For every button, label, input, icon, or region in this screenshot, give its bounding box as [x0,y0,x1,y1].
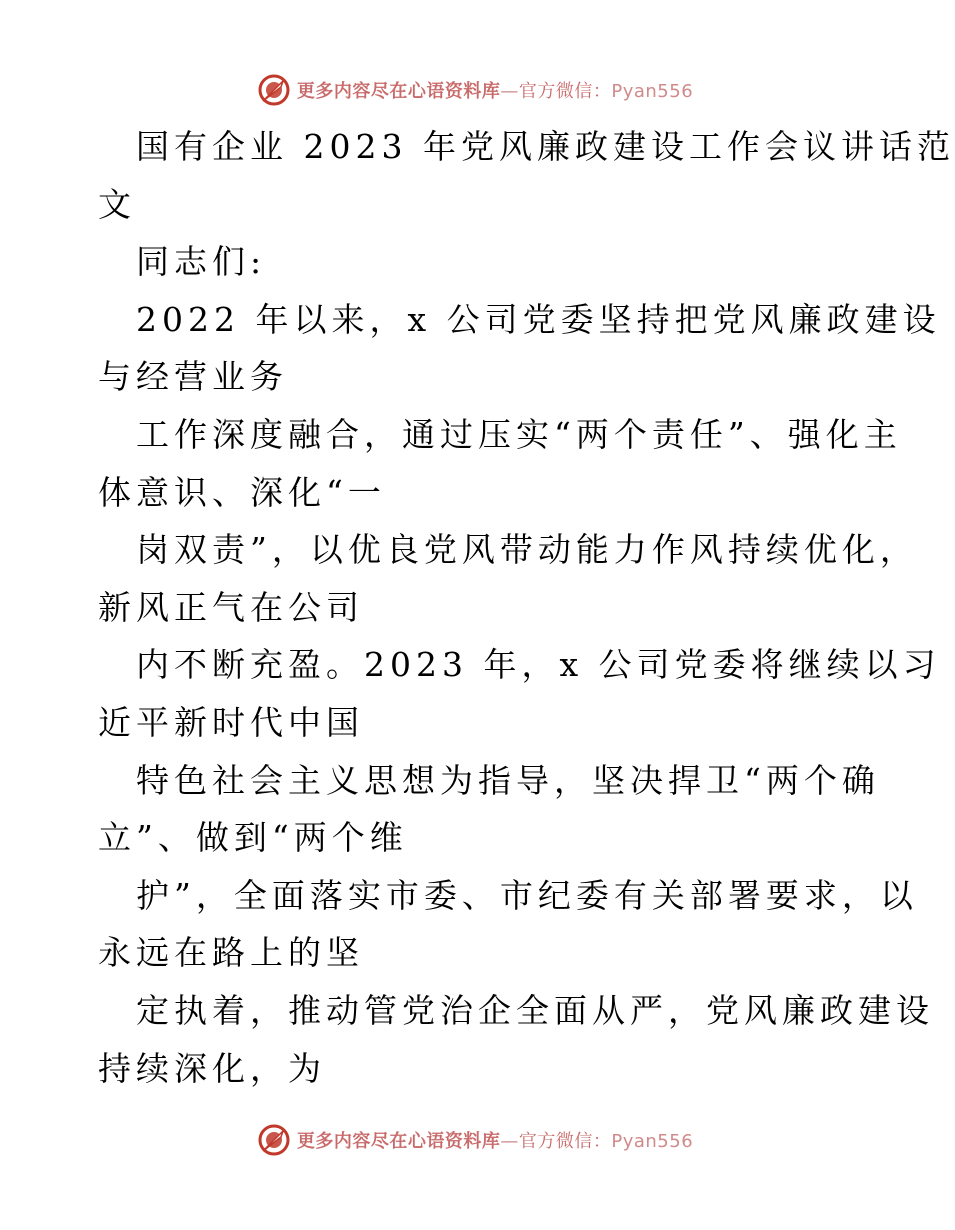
pen-nib-logo-icon [257,73,291,107]
document-line: 岗双责”，以优良党风带动能力作风持续优化， [136,530,918,570]
document-body [98,118,955,1097]
pen-nib-logo-icon [257,1123,291,1157]
document-line: 体意识、深化“一 [98,472,386,512]
document-line: 国有企业 2023 年党风廉政建设工作会议讲话范 [136,127,955,166]
banner-separator: — [500,1131,519,1152]
banner-wechat-label: 官方微信： [518,1131,612,1152]
footer-banner [0,1118,950,1162]
banner-brand: 更多内容尽在心语资料库 [296,81,501,102]
document-line: 内不断充盈。2023 年，x 公司党委将继续以习 [136,645,941,685]
document-line: 同志们: [136,242,267,282]
document-line: 持续深化，为 [98,1048,326,1088]
header-banner-text [297,77,693,103]
document-line: 特色社会主义思想为指导，坚决捍卫“两个确 [136,760,880,800]
document-line: 近平新时代中国 [98,702,364,742]
banner-wechat-id: Pyan556 [611,1131,694,1152]
footer-banner-text [297,1127,693,1153]
document-line: 工作深度融合，通过压实“两个责任”、强化主 [136,414,902,454]
banner-wechat-label: 官方微信： [518,81,612,102]
banner-separator: — [500,81,519,102]
document-line: 护”，全面落实市委、市纪委有关部署要求，以 [136,875,918,915]
document-line: 与经营业务 [98,357,288,397]
document-line: 2022 年以来，x 公司党委坚持把党风廉政建设 [136,299,941,339]
document-line: 永远在路上的坚 [98,933,364,973]
banner-brand: 更多内容尽在心语资料库 [296,1131,501,1152]
banner-wechat-id: Pyan556 [611,81,694,102]
document-line: 立”、做到“两个维 [98,818,408,858]
document-line: 新风正气在公司 [98,587,364,627]
header-banner [0,68,950,112]
document-line: 文 [98,184,136,224]
document-line: 定执着，推动管党治企全面从严，党风廉政建设 [136,990,934,1030]
